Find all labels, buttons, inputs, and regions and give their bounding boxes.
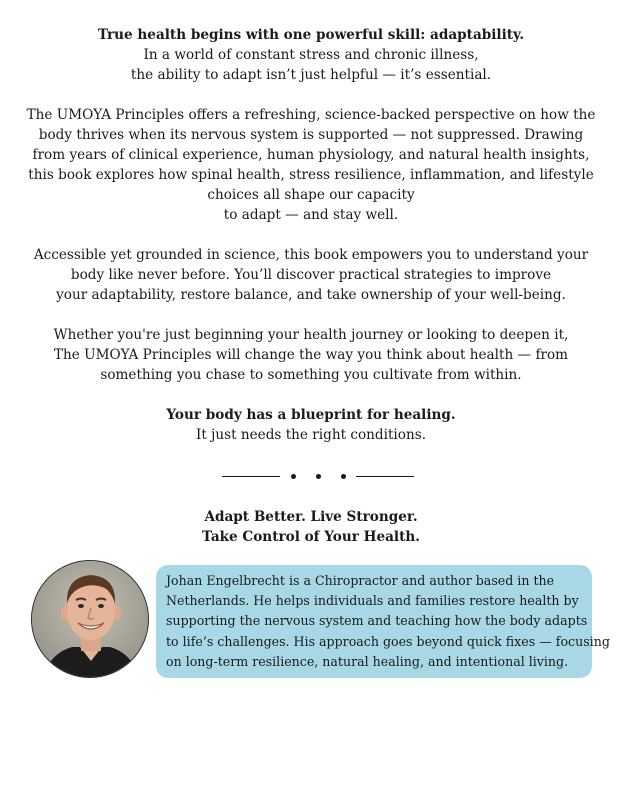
- tagline-line-1: Adapt Better. Live Stronger.: [204, 509, 418, 525]
- paragraph-line: body like never before. You’ll discover practical strategies to improve: [70, 267, 552, 283]
- ornament-divider: [222, 466, 414, 486]
- author-bio-line: to life’s challenges. His approach goes beyond quick fixes — focusing: [166, 633, 610, 649]
- author-bio-line: Johan Engelbrecht is a Chiropractor and author based in the: [166, 573, 555, 588]
- paragraph-line: Whether you're just beginning your health journey or looking to deepen it,: [53, 327, 569, 343]
- paragraph-line: body thrives when its nervous system is supported — not suppressed. Drawing: [38, 127, 584, 143]
- tagline: [20, 507, 602, 547]
- intro-line: In a world of constant stress and chronic illness,: [143, 47, 479, 63]
- description-paragraph-1: [20, 105, 602, 225]
- author-bio-card: [156, 565, 610, 678]
- author-portrait: [31, 560, 149, 678]
- tagline-line-2: Take Control of Your Health.: [202, 529, 420, 545]
- divider-dot: [291, 474, 296, 479]
- blueprint-line: It just needs the right conditions.: [195, 427, 427, 443]
- paragraph-line: The UMOYA Principles will change the way you think about health — from: [53, 347, 569, 363]
- intro-line: the ability to adapt isn’t just helpful — it’s essential.: [130, 67, 492, 83]
- paragraph-line: to adapt — and stay well.: [223, 207, 399, 223]
- author-bio-line: on long-term resilience, natural healing, and intentional living.: [166, 653, 569, 669]
- divider-rule-right: [356, 476, 414, 477]
- intro-heading: True health begins with one powerful skill: adaptability.: [97, 27, 525, 43]
- paragraph-line: from years of clinical experience, human physiology, and natural health insights,: [32, 147, 590, 163]
- divider-rule-left: [222, 476, 280, 477]
- description-paragraph-2: [20, 245, 602, 305]
- blueprint-heading: Your body has a blueprint for healing.: [166, 407, 456, 423]
- paragraph-line: something you chase to something you cultivate from within.: [100, 367, 522, 383]
- divider-dot: [341, 474, 346, 479]
- divider-dots: [291, 474, 346, 479]
- paragraph-line: this book explores how spinal health, stress resilience, inflammation, and lifestyle: [28, 167, 594, 183]
- author-bio-line: Netherlands. He helps individuals and families restore health by: [166, 593, 579, 609]
- paragraph-line: Accessible yet grounded in science, this book empowers you to understand your: [33, 247, 589, 263]
- paragraph-line: choices all shape our capacity: [207, 187, 415, 203]
- paragraph-line: The UMOYA Principles offers a refreshing, science-backed perspective on how the: [26, 107, 596, 123]
- intro-section: [20, 25, 602, 85]
- divider-dot: [316, 474, 321, 479]
- author-bio-line: supporting the nervous system and teaching how the body adapts: [166, 613, 588, 629]
- blueprint-section: [20, 405, 602, 445]
- description-paragraph-3: [20, 325, 602, 385]
- paragraph-line: your adaptability, restore balance, and take ownership of your well-being.: [56, 287, 566, 303]
- author-portrait-icon: [32, 561, 149, 678]
